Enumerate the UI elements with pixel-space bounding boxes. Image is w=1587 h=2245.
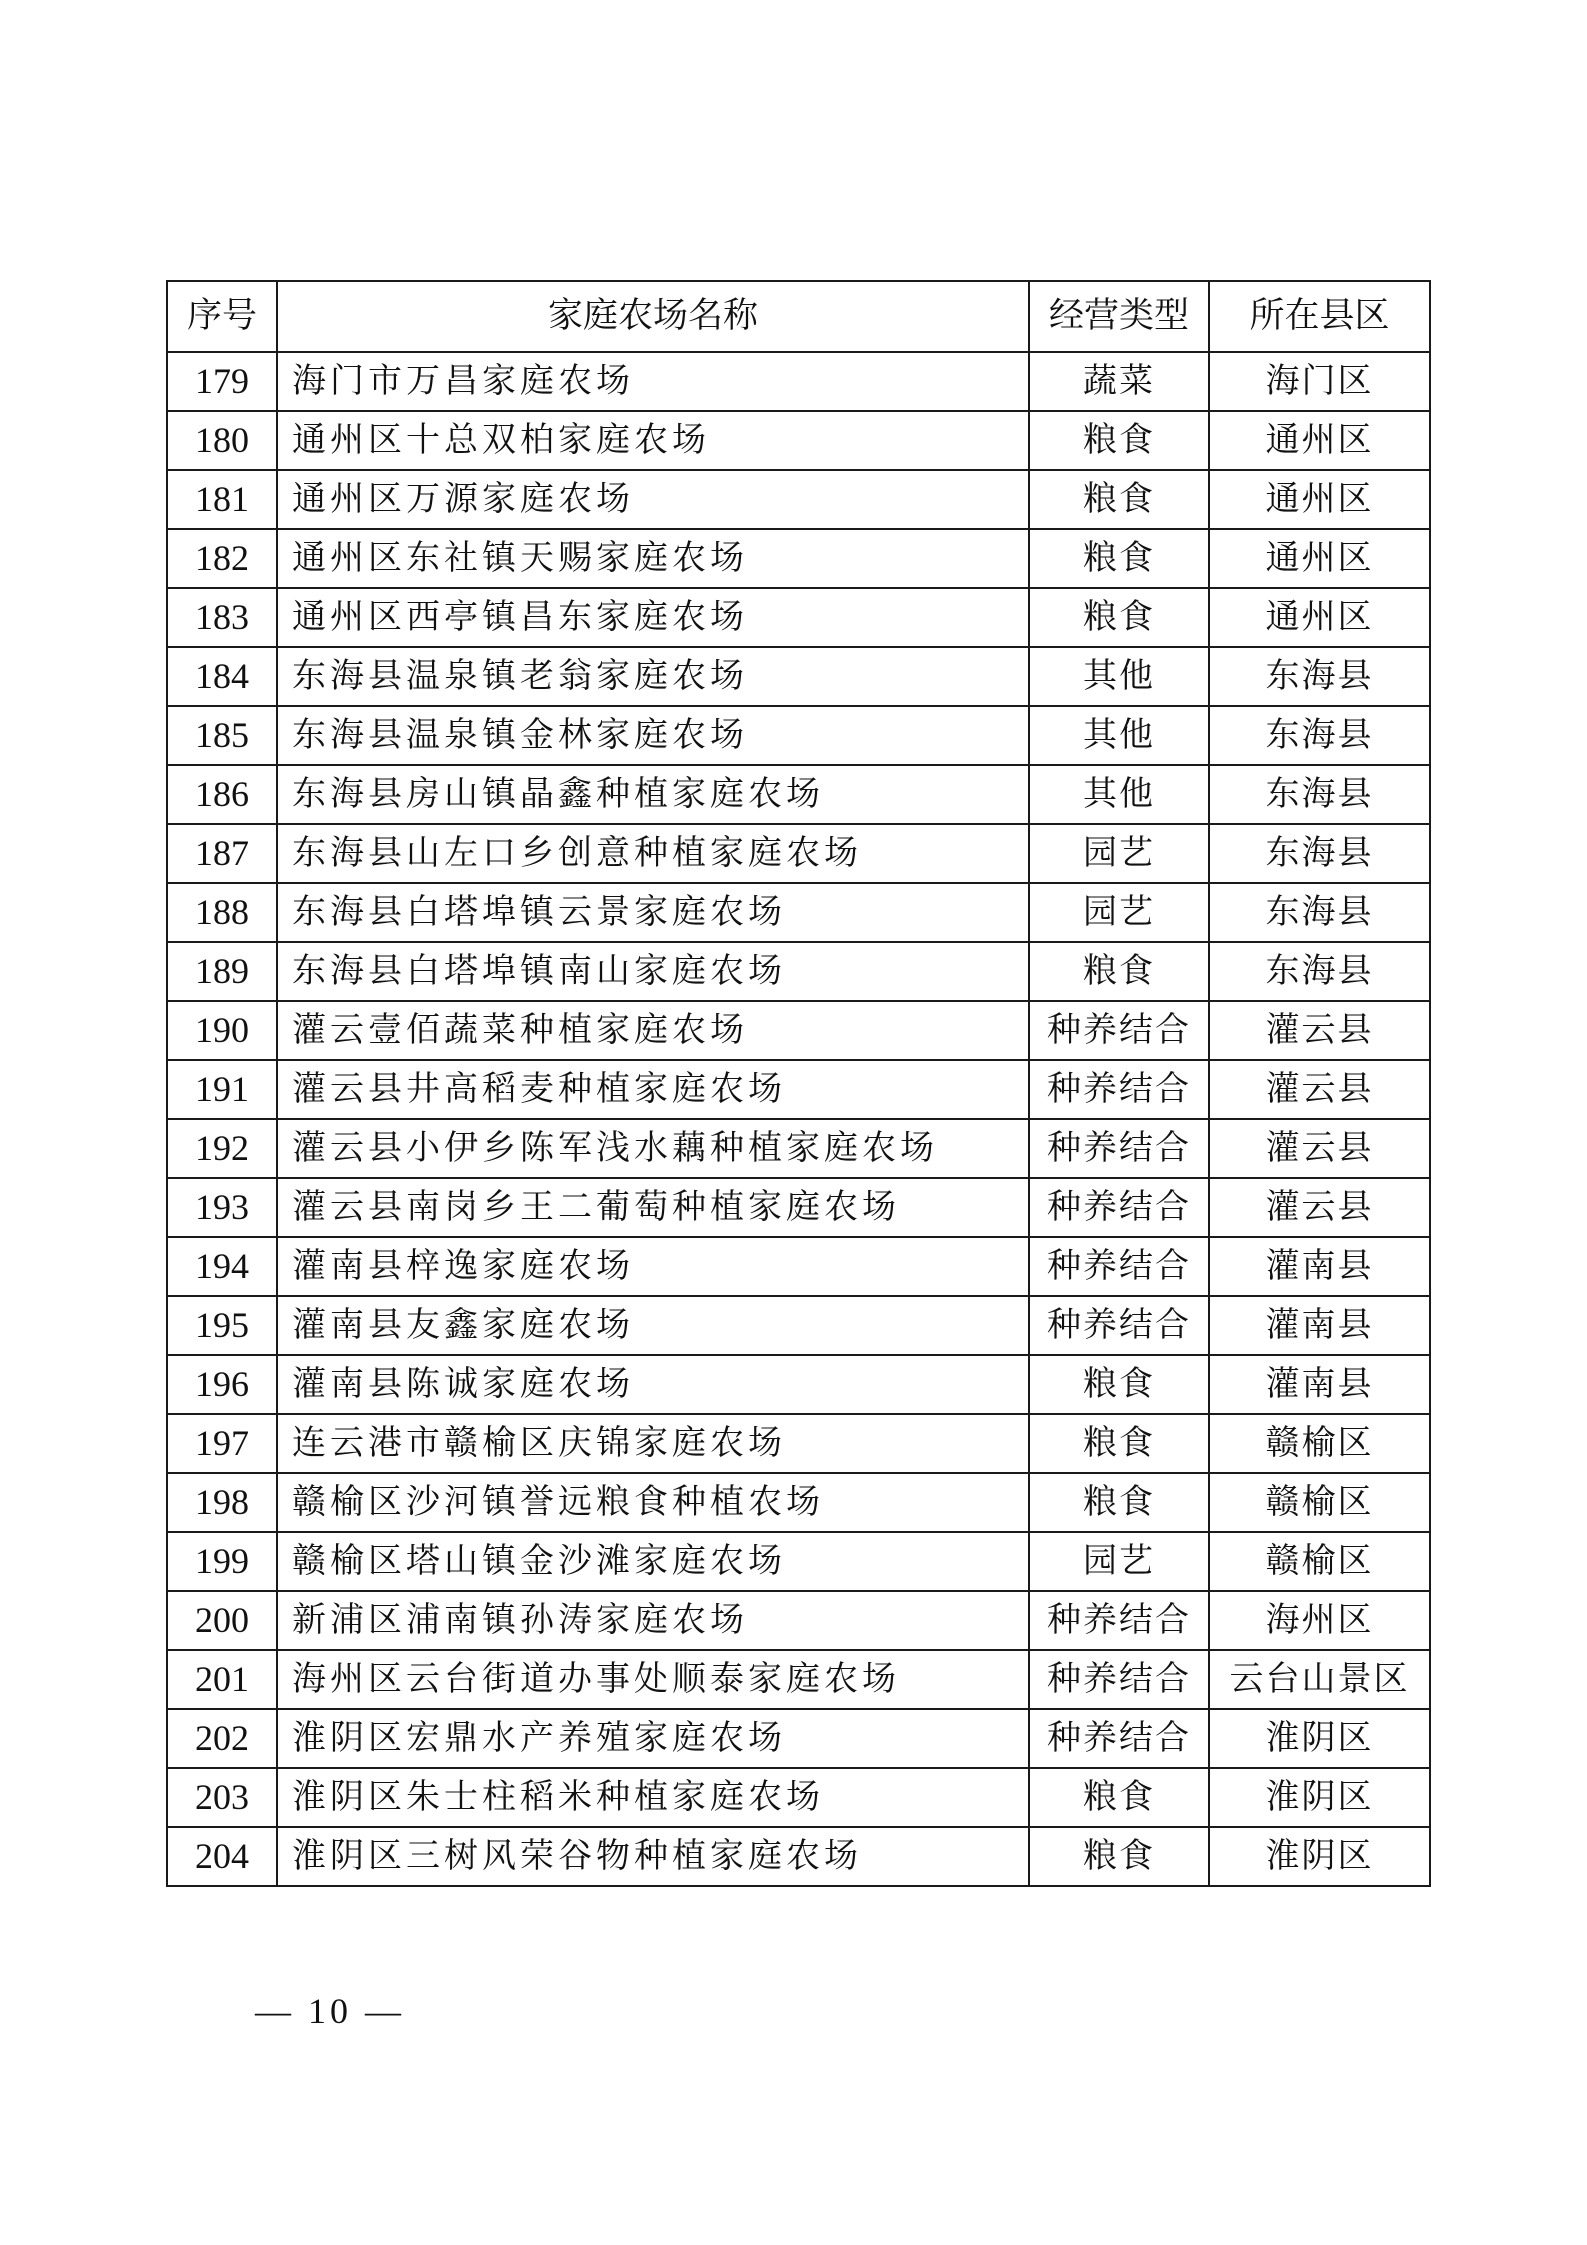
row-number-cell: 198	[167, 1473, 277, 1532]
county-cell: 灌云县	[1209, 1119, 1430, 1178]
table-row	[167, 1768, 1430, 1827]
farm-name-cell: 灌云县南岗乡王二葡萄种植家庭农场	[277, 1178, 1029, 1237]
farm-name-cell: 灌云县井高稻麦种植家庭农场	[277, 1060, 1029, 1119]
table-row	[167, 1237, 1430, 1296]
table-row	[167, 1060, 1430, 1119]
page-number: — 10 —	[255, 1991, 405, 2031]
county-cell: 淮阴区	[1209, 1827, 1430, 1886]
farm-name-cell: 东海县山左口乡创意种植家庭农场	[277, 824, 1029, 883]
table-row	[167, 1178, 1430, 1237]
row-number-cell: 184	[167, 647, 277, 706]
table-row	[167, 1709, 1430, 1768]
row-number-cell: 183	[167, 588, 277, 647]
business-type-cell: 粮食	[1029, 411, 1209, 470]
farm-name-cell: 灌南县陈诚家庭农场	[277, 1355, 1029, 1414]
county-cell: 灌云县	[1209, 1001, 1430, 1060]
business-type-cell: 粮食	[1029, 529, 1209, 588]
row-number-cell: 185	[167, 706, 277, 765]
table-row	[167, 1532, 1430, 1591]
table-row	[167, 529, 1430, 588]
header-farm-name: 家庭农场名称	[277, 281, 1029, 352]
table-row	[167, 1650, 1430, 1709]
row-number-cell: 200	[167, 1591, 277, 1650]
business-type-cell: 其他	[1029, 647, 1209, 706]
farm-name-cell: 淮阴区三树风荣谷物种植家庭农场	[277, 1827, 1029, 1886]
row-number-cell: 197	[167, 1414, 277, 1473]
table-row	[167, 1827, 1430, 1886]
table-row	[167, 470, 1430, 529]
county-cell: 云台山景区	[1209, 1650, 1430, 1709]
county-cell: 灌南县	[1209, 1296, 1430, 1355]
county-cell: 灌南县	[1209, 1355, 1430, 1414]
business-type-cell: 种养结合	[1029, 1119, 1209, 1178]
family-farm-table-container	[166, 280, 1429, 1887]
farm-name-cell: 海州区云台街道办事处顺泰家庭农场	[277, 1650, 1029, 1709]
farm-name-cell: 东海县白塔埠镇云景家庭农场	[277, 883, 1029, 942]
table-row	[167, 824, 1430, 883]
county-cell: 东海县	[1209, 942, 1430, 1001]
farm-name-cell: 新浦区浦南镇孙涛家庭农场	[277, 1591, 1029, 1650]
business-type-cell: 粮食	[1029, 1355, 1209, 1414]
county-cell: 东海县	[1209, 824, 1430, 883]
farm-name-cell: 淮阴区朱士柱稻米种植家庭农场	[277, 1768, 1029, 1827]
row-number-cell: 189	[167, 942, 277, 1001]
header-no: 序号	[167, 281, 277, 352]
table-row	[167, 647, 1430, 706]
row-number-cell: 188	[167, 883, 277, 942]
row-number-cell: 180	[167, 411, 277, 470]
county-cell: 通州区	[1209, 470, 1430, 529]
county-cell: 通州区	[1209, 411, 1430, 470]
county-cell: 海门区	[1209, 352, 1430, 411]
farm-name-cell: 通州区万源家庭农场	[277, 470, 1029, 529]
business-type-cell: 粮食	[1029, 470, 1209, 529]
business-type-cell: 粮食	[1029, 1414, 1209, 1473]
farm-name-cell: 灌云县小伊乡陈军浅水藕种植家庭农场	[277, 1119, 1029, 1178]
business-type-cell: 粮食	[1029, 1473, 1209, 1532]
farm-name-cell: 淮阴区宏鼎水产养殖家庭农场	[277, 1709, 1029, 1768]
county-cell: 东海县	[1209, 647, 1430, 706]
business-type-cell: 粮食	[1029, 588, 1209, 647]
farm-name-cell: 东海县温泉镇金林家庭农场	[277, 706, 1029, 765]
business-type-cell: 蔬菜	[1029, 352, 1209, 411]
table-row	[167, 942, 1430, 1001]
row-number-cell: 186	[167, 765, 277, 824]
farm-name-cell: 通州区西亭镇昌东家庭农场	[277, 588, 1029, 647]
row-number-cell: 179	[167, 352, 277, 411]
row-number-cell: 190	[167, 1001, 277, 1060]
table-row	[167, 706, 1430, 765]
table-row	[167, 765, 1430, 824]
business-type-cell: 种养结合	[1029, 1650, 1209, 1709]
table-row	[167, 1001, 1430, 1060]
business-type-cell: 粮食	[1029, 1768, 1209, 1827]
farm-name-cell: 通州区东社镇天赐家庭农场	[277, 529, 1029, 588]
business-type-cell: 园艺	[1029, 883, 1209, 942]
business-type-cell: 种养结合	[1029, 1296, 1209, 1355]
business-type-cell: 种养结合	[1029, 1591, 1209, 1650]
county-cell: 赣榆区	[1209, 1414, 1430, 1473]
row-number-cell: 195	[167, 1296, 277, 1355]
table-row	[167, 1296, 1430, 1355]
table-row	[167, 1119, 1430, 1178]
row-number-cell: 199	[167, 1532, 277, 1591]
row-number-cell: 201	[167, 1650, 277, 1709]
county-cell: 淮阴区	[1209, 1709, 1430, 1768]
county-cell: 通州区	[1209, 588, 1430, 647]
row-number-cell: 182	[167, 529, 277, 588]
table-row	[167, 1591, 1430, 1650]
business-type-cell: 粮食	[1029, 1827, 1209, 1886]
county-cell: 通州区	[1209, 529, 1430, 588]
header-business-type: 经营类型	[1029, 281, 1209, 352]
row-number-cell: 204	[167, 1827, 277, 1886]
farm-name-cell: 灌南县友鑫家庭农场	[277, 1296, 1029, 1355]
business-type-cell: 种养结合	[1029, 1178, 1209, 1237]
farm-name-cell: 东海县温泉镇老翁家庭农场	[277, 647, 1029, 706]
business-type-cell: 其他	[1029, 706, 1209, 765]
row-number-cell: 181	[167, 470, 277, 529]
header-county: 所在县区	[1209, 281, 1430, 352]
row-number-cell: 202	[167, 1709, 277, 1768]
table-row	[167, 1414, 1430, 1473]
farm-name-cell: 灌云壹佰蔬菜种植家庭农场	[277, 1001, 1029, 1060]
county-cell: 灌云县	[1209, 1060, 1430, 1119]
table-row	[167, 411, 1430, 470]
farm-name-cell: 连云港市赣榆区庆锦家庭农场	[277, 1414, 1029, 1473]
business-type-cell: 粮食	[1029, 942, 1209, 1001]
farm-name-cell: 赣榆区塔山镇金沙滩家庭农场	[277, 1532, 1029, 1591]
business-type-cell: 种养结合	[1029, 1237, 1209, 1296]
county-cell: 灌云县	[1209, 1178, 1430, 1237]
county-cell: 淮阴区	[1209, 1768, 1430, 1827]
row-number-cell: 196	[167, 1355, 277, 1414]
family-farm-table	[166, 280, 1431, 1887]
row-number-cell: 194	[167, 1237, 277, 1296]
table-row	[167, 352, 1430, 411]
farm-name-cell: 海门市万昌家庭农场	[277, 352, 1029, 411]
county-cell: 灌南县	[1209, 1237, 1430, 1296]
row-number-cell: 192	[167, 1119, 277, 1178]
table-header-row	[167, 281, 1430, 352]
table-body	[167, 352, 1430, 1886]
farm-name-cell: 东海县房山镇晶鑫种植家庭农场	[277, 765, 1029, 824]
table-row	[167, 588, 1430, 647]
county-cell: 海州区	[1209, 1591, 1430, 1650]
farm-name-cell: 灌南县梓逸家庭农场	[277, 1237, 1029, 1296]
table-row	[167, 1473, 1430, 1532]
county-cell: 东海县	[1209, 706, 1430, 765]
farm-name-cell: 通州区十总双柏家庭农场	[277, 411, 1029, 470]
county-cell: 赣榆区	[1209, 1532, 1430, 1591]
business-type-cell: 其他	[1029, 765, 1209, 824]
county-cell: 东海县	[1209, 765, 1430, 824]
row-number-cell: 203	[167, 1768, 277, 1827]
farm-name-cell: 东海县白塔埠镇南山家庭农场	[277, 942, 1029, 1001]
row-number-cell: 193	[167, 1178, 277, 1237]
farm-name-cell: 赣榆区沙河镇誉远粮食种植农场	[277, 1473, 1029, 1532]
table-row	[167, 883, 1430, 942]
table-row	[167, 1355, 1430, 1414]
row-number-cell: 187	[167, 824, 277, 883]
county-cell: 东海县	[1209, 883, 1430, 942]
business-type-cell: 园艺	[1029, 824, 1209, 883]
business-type-cell: 种养结合	[1029, 1709, 1209, 1768]
business-type-cell: 园艺	[1029, 1532, 1209, 1591]
business-type-cell: 种养结合	[1029, 1001, 1209, 1060]
county-cell: 赣榆区	[1209, 1473, 1430, 1532]
business-type-cell: 种养结合	[1029, 1060, 1209, 1119]
row-number-cell: 191	[167, 1060, 277, 1119]
